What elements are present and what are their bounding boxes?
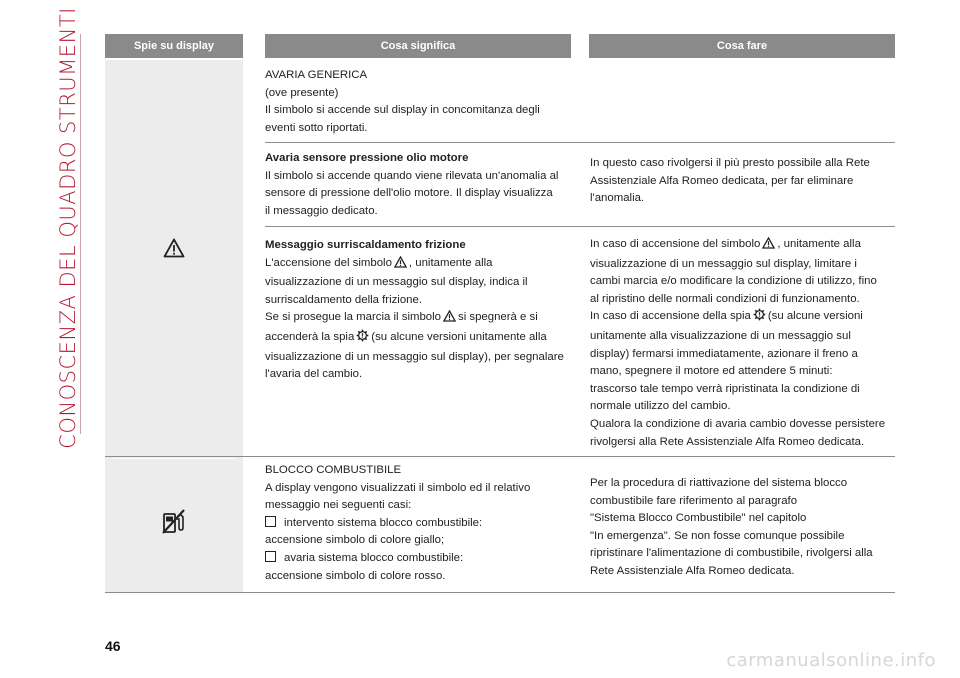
text-line: eventi sotto riportati. [265, 121, 368, 134]
text-line: Il simbolo si accende sul display in concomitanza degli [265, 104, 540, 117]
text-line: Qualora la condizione di avaria cambio dovesse persistere [590, 417, 886, 430]
text-fragment: Se si prosegue la marcia il simbolo [265, 311, 441, 324]
text-line [590, 236, 900, 256]
icon-divider [113, 458, 235, 459]
text-line: AVARIA GENERICA [265, 69, 368, 81]
checkbox-bullet-icon [265, 551, 276, 562]
text-line: normale utilizzo del cambio. [590, 400, 731, 413]
row-divider [265, 142, 895, 143]
page-number: 46 [105, 638, 121, 654]
meaning-title: Messaggio surriscaldamento frizione [265, 239, 466, 251]
meaning-clutch-overheat [265, 237, 580, 384]
text-fragment: (su alcune versioni [767, 310, 863, 323]
text-fragment: , unitamente alla [408, 256, 493, 269]
header-significa: Cosa significa [265, 34, 571, 58]
gear-warning-icon [753, 308, 766, 328]
text-fragment: In caso di accensione del simbolo [590, 238, 761, 250]
row-divider [105, 456, 895, 457]
text-line: accensione simbolo di colore rosso. [265, 569, 446, 582]
text-line [590, 308, 900, 328]
warning-triangle-icon [394, 256, 407, 275]
table-bottom-rule [105, 592, 895, 593]
text-line [265, 309, 580, 329]
warning-triangle-icon [105, 238, 243, 258]
text-line: Il simbolo si accende quando viene rilevata un'anomalia al [265, 169, 559, 182]
icon-column [105, 60, 243, 592]
warning-triangle-icon [443, 310, 456, 329]
row-divider [265, 226, 895, 227]
checkbox-bullet-icon [265, 516, 276, 527]
header-fare: Cosa fare [589, 34, 895, 58]
text-line: Assistenziale Alfa Romeo dedicata, per far eliminare [590, 174, 854, 187]
text-line: BLOCCO COMBUSTIBILE [265, 464, 402, 476]
warning-triangle-icon [762, 237, 775, 256]
gear-warning-icon [356, 329, 369, 349]
text-line: "In emergenza". Se non fosse comunque possibile [590, 529, 845, 542]
action-clutch-overheat [590, 236, 900, 451]
text-fragment: L'accensione del simbolo [265, 256, 392, 269]
text-line: messaggio nei seguenti casi: [265, 499, 412, 512]
text-fragment: In caso di accensione della spia [590, 310, 751, 323]
text-fragment: (su alcune versioni unitamente alla [371, 330, 547, 343]
text-line: sensore di pressione dell'olio motore. Il display visualizza [265, 187, 553, 200]
text-line: A display vengono visualizzati il simbolo ed il relativo [265, 481, 531, 494]
text-line: surriscaldamento della frizione. [265, 293, 423, 306]
text-line: l'avaria del cambio. [265, 368, 363, 381]
bullet-item [265, 515, 580, 533]
text-line [265, 329, 580, 349]
watermark: carmanualsonline.info [726, 650, 936, 671]
text-line: l'anomalia. [590, 192, 645, 205]
text-line: trascorso tale tempo verrà ripristinata la condizione di [590, 382, 860, 395]
text-line: (ove presente) [265, 86, 339, 99]
text-line: In questo caso rivolgersi il più presto possibile alla Rete [590, 157, 870, 169]
text-line: cambi marcia e/o modificare la condizione di utilizzo, fino [590, 275, 877, 288]
action-fuel-cutoff [590, 475, 900, 581]
text-fragment: accenderà la spia [265, 330, 355, 343]
text-line: "Sistema Blocco Combustibile" nel capitolo [590, 512, 807, 525]
meaning-fuel-cutoff [265, 462, 580, 585]
text-fragment: si spegnerà e si [458, 311, 538, 324]
fuel-cutoff-icon [105, 508, 243, 534]
text-line: Per la procedura di riattivazione del sistema blocco [590, 477, 848, 489]
meaning-generic-failure [265, 67, 575, 137]
side-title-text: CONOSCENZA DEL QUADRO STRUMENTI [56, 7, 80, 449]
text-line: Rete Assistenziale Alfa Romeo dedicata. [590, 564, 795, 577]
text-fragment: , unitamente alla [777, 238, 861, 250]
text-line: combustibile fare riferimento al paragrafo [590, 494, 798, 507]
text-line: rivolgersi alla Rete Assistenziale Alfa Romeo dedicata. [590, 435, 865, 448]
meaning-title: Avaria sensore pressione olio motore [265, 152, 469, 164]
bullet-text: intervento sistema blocco combustibile: [284, 516, 483, 529]
action-oil-sensor [590, 155, 895, 208]
text-line: unitamente alla visualizzazione di un messaggio sul [590, 329, 851, 342]
side-section-title [38, 7, 98, 449]
bullet-item [265, 550, 580, 568]
text-line [265, 255, 580, 275]
text-line: visualizzazione di un messaggio sul display), per segnalare [265, 350, 564, 363]
text-line: accensione simbolo di colore giallo; [265, 534, 445, 547]
text-line: il messaggio dedicato. [265, 204, 378, 217]
side-rule [80, 34, 81, 434]
header-spie: Spie su display [105, 34, 243, 58]
text-line: ripristinare l'alimentazione di combustibile, rivolgersi alla [590, 547, 873, 560]
meaning-oil-sensor [265, 150, 575, 220]
text-line: visualizzazione di un messaggio sul display, indica il [265, 276, 528, 289]
bullet-text: avaria sistema blocco combustibile: [284, 551, 464, 564]
text-line: display) fermarsi immediatamente, azionare il freno a [590, 347, 858, 360]
text-line: mano, spegnere il motore ed attendere 5 minuti: [590, 365, 833, 378]
text-line: al ripristino delle normali condizioni di funzionamento. [590, 292, 860, 305]
text-line: visualizzazione di un messaggio sul display, limitare i [590, 257, 857, 270]
